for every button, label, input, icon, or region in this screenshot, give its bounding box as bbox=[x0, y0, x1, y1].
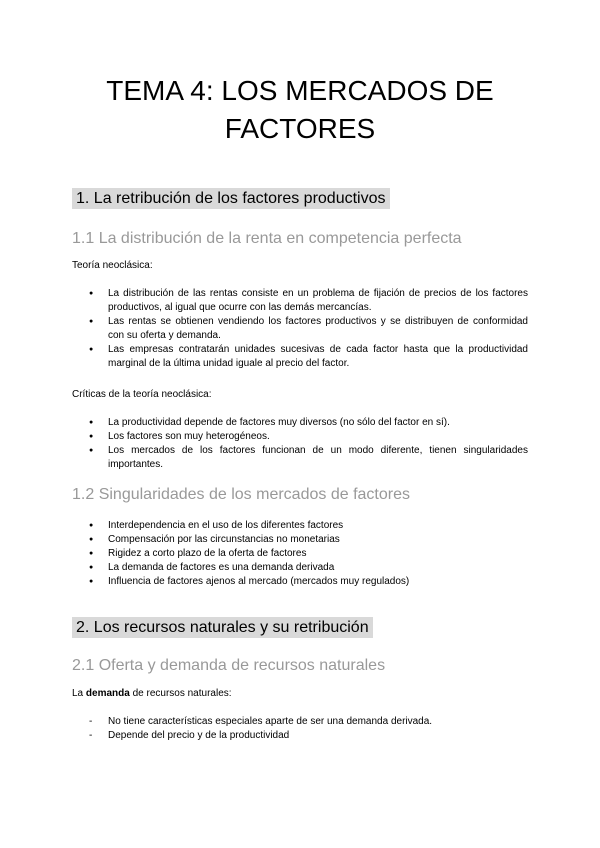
section-1-heading bbox=[72, 190, 528, 208]
document-title: TEMA 4: LOS MERCADOS DE FACTORES bbox=[106, 75, 494, 144]
list-item: ● Influencia de factores ajenos al mercado (mercados muy regulados) bbox=[72, 575, 528, 589]
list-item: ● Las rentas se obtienen vendiendo los factores productivos y se distribuyen de conformidad con su oferta y demanda. bbox=[72, 315, 528, 343]
list-item: ● Rigidez a corto plazo de la oferta de factores bbox=[72, 547, 528, 561]
singularities-list bbox=[72, 519, 528, 589]
neoclassical-theory-label: Teoría neoclásica: bbox=[72, 260, 153, 271]
intro-pre: La bbox=[72, 688, 86, 699]
list-item: ● Las empresas contratarán unidades sucesivas de cada factor hasta que la productividad marginal de la última unidad iguale al precio del factor. bbox=[72, 343, 528, 371]
list-item: ● La productividad depende de factores muy diversos (no sólo del factor en sí). bbox=[72, 416, 528, 430]
section-2-heading bbox=[72, 619, 528, 637]
neoclassical-theory-list bbox=[72, 287, 528, 371]
section-2-1-heading: 2.1 Oferta y demanda de recursos naturales bbox=[72, 657, 386, 674]
section-1-2-heading: 1.2 Singularidades de los mercados de factores bbox=[72, 486, 410, 503]
list-item: ● Compensación por las circunstancias no monetarias bbox=[72, 533, 528, 547]
intro-post: de recursos naturales: bbox=[129, 688, 232, 699]
section-1-heading-text: 1. La retribución de los factores productivos bbox=[72, 188, 390, 209]
list-item: - No tiene características especiales aparte de ser una demanda derivada. bbox=[72, 715, 528, 729]
section-1-1-heading: 1.1 La distribución de la renta en competencia perfecta bbox=[72, 230, 462, 247]
list-item: - Depende del precio y de la productividad bbox=[72, 729, 528, 743]
criticism-list bbox=[72, 416, 528, 472]
intro-bold: demanda bbox=[85, 688, 130, 699]
criticism-label: Críticas de la teoría neoclásica: bbox=[72, 389, 212, 400]
list-item: ● La demanda de factores es una demanda derivada bbox=[72, 561, 528, 575]
list-item: ● Interdependencia en el uso de los diferentes factores bbox=[72, 519, 528, 533]
list-item: ● Los factores son muy heterogéneos. bbox=[72, 430, 528, 444]
list-item: ● Los mercados de los factores funcionan de un modo diferente, tienen singularidades importantes. bbox=[72, 444, 528, 472]
demand-characteristics-list bbox=[72, 715, 528, 743]
natural-resources-demand-label bbox=[72, 687, 528, 701]
list-item: ● La distribución de las rentas consiste en un problema de fijación de precios de los factores productivos, al igual que ocurre con las demás mercancías. bbox=[72, 287, 528, 315]
section-2-heading-text: 2. Los recursos naturales y su retribución bbox=[72, 617, 373, 638]
